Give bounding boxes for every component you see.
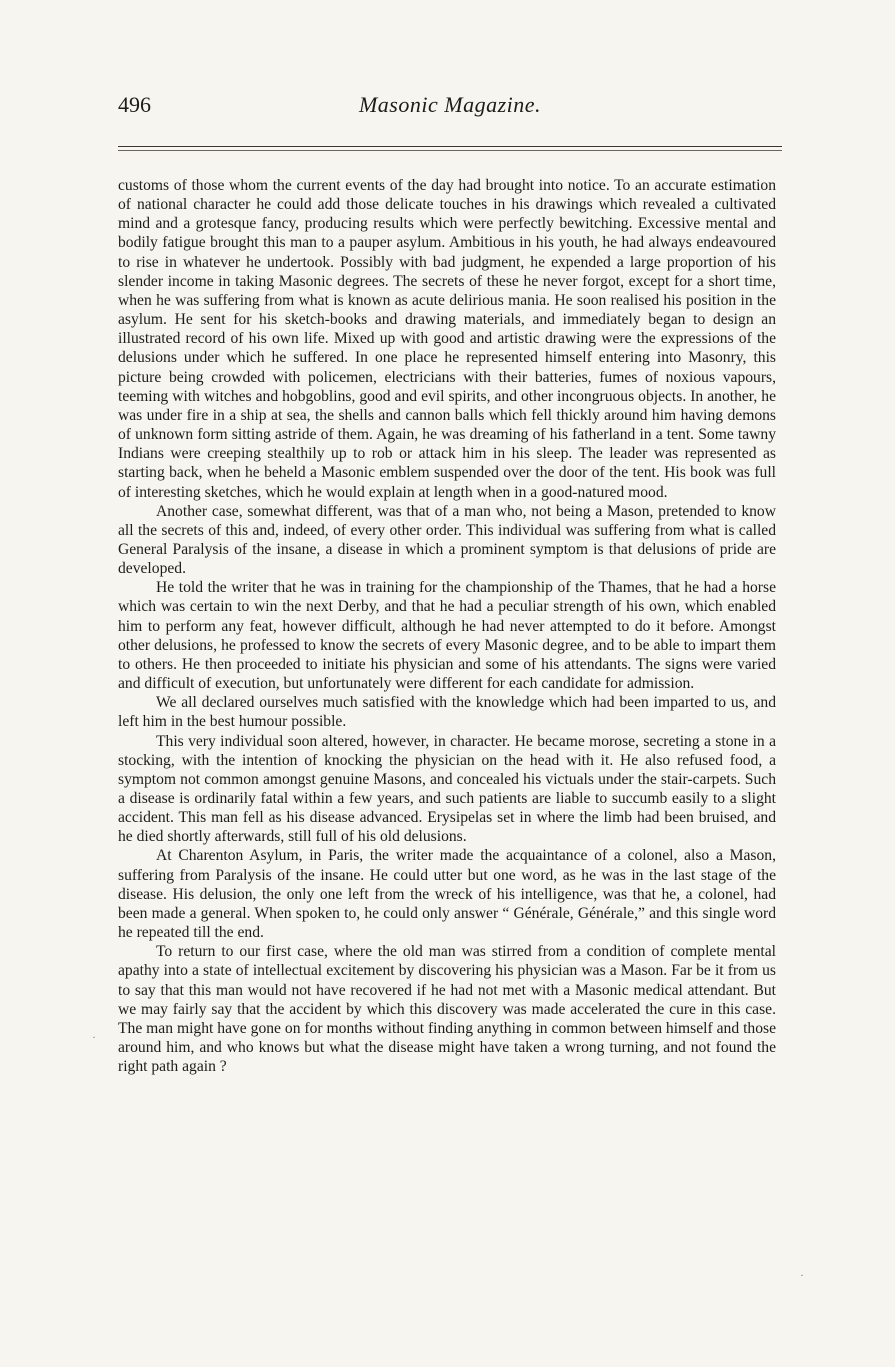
margin-dot: · (92, 1030, 96, 1044)
header-rule (118, 146, 782, 147)
paragraph: This very individual soon altered, however, in character. He became morose, secreting a stone in a stocking, with the intention of knocking the physician on the head with it. He also refused food, a symptom not common amongst genuine Masons, and concealed his victuals under the stair-carpets. Such a disease is ordinarily fatal within a few years, and such patients are liable to succumb easily to a slight accident. This man fell as his disease advanced. Erysipelas set in where the limb had been bruised, and he died shortly afterwards, still full of his old delusions. (118, 732, 776, 846)
paragraph-continuation: customs of those whom the current events of the day had brought into notice. To an accurate estimation of national character he could add those delicate touches in his drawings which revealed a cultivated mind and a grotesque fancy, producing results which were perfectly bewitching. Excessive mental and bodily fatigue brought this man to a pauper asylum. Ambitious in his youth, he had always endeavoured to rise in whatever he undertook. Possibly with bad judgment, he expended a large proportion of his slender income in taking Masonic degrees. The secrets of these he never forgot, except for a short time, when he was suffering from what is known as acute delirious mania. He soon realised his position in the asylum. He sent for his sketch-books and drawing materials, and immediately began to design an illustrated record of his own life. Mixed up with good and artistic drawing were the expressions of the delusions under which he suffered. In one place he represented himself entering into Masonry, this picture being crowded with policemen, electricians with their batteries, fumes of noxious vapours, teeming with witches and hobgoblins, good and evil spirits, and other incongruous objects. In another, he was under fire in a ship at sea, the shells and cannon balls which fell thickly around him having demons of unknown form sitting astride of them. Again, he was dreaming of his fatherland in a tent. Some tawny Indians were creeping stealthily up to rob or attack him in his sleep. The leader was represented as starting back, when he beheld a Masonic emblem suspended over the door of the tent. His book was full of interesting sketches, which he would explain at length when in a good-natured mood. (118, 177, 776, 501)
header-rule-thin (118, 150, 782, 151)
paragraph: He told the writer that he was in training for the championship of the Thames, that he had a horse which was certain to win the next Derby, and that he had a peculiar strength of his own, which enabled him to perform any feat, however difficult, although he had never attempted to do it before. Amongst other delusions, he professed to know the secrets of every Masonic degree, and to be able to impart them to others. He then proceeded to initiate his physician and some of his attendants. The signs were varied and difficult of execution, but unfortunately were different for each candidate for admission. (118, 579, 776, 693)
article-body (118, 176, 776, 1076)
paragraph: To return to our first case, where the old man was stirred from a condition of complete mental apathy into a state of intellectual excitement by discovering his physician was a Mason. Far be it from us to say that this man would not have recovered if he had not met with a Masonic medical attendant. But we may fairly say that the accident by which this discovery was made accelerated the cure in this case. The man might have gone on for months without finding anything in common between himself and those around him, and who knows but what the disease might have taken a wrong turning, and not found the right path again ? (118, 943, 776, 1076)
page-number: 496 (118, 92, 151, 117)
paragraph: At Charenton Asylum, in Paris, the writer made the acquaintance of a colonel, also a Mason, suffering from Paralysis of the insane. He could utter but one word, as he was in the last stage of the disease. His delusion, the only one left from the wreck of his intelligence, was that he, a colonel, had been made a general. When spoken to, he could only answer “ Générale, Générale,” and this single word he repeated till the end. (118, 847, 776, 942)
paragraph: We all declared ourselves much satisfied with the knowledge which had been imparted to us, and left him in the best humour possible. (118, 694, 776, 731)
margin-dot: · (800, 1268, 804, 1282)
running-title: Masonic Magazine. (358, 92, 542, 117)
page-header (118, 92, 782, 126)
paragraph: Another case, somewhat different, was that of a man who, not being a Mason, pretended to know all the secrets of this and, indeed, of every other order. This individual was suffering from what is called General Paralysis of the insane, a disease in which a prominent symptom is that delusions of pride are developed. (118, 502, 776, 578)
